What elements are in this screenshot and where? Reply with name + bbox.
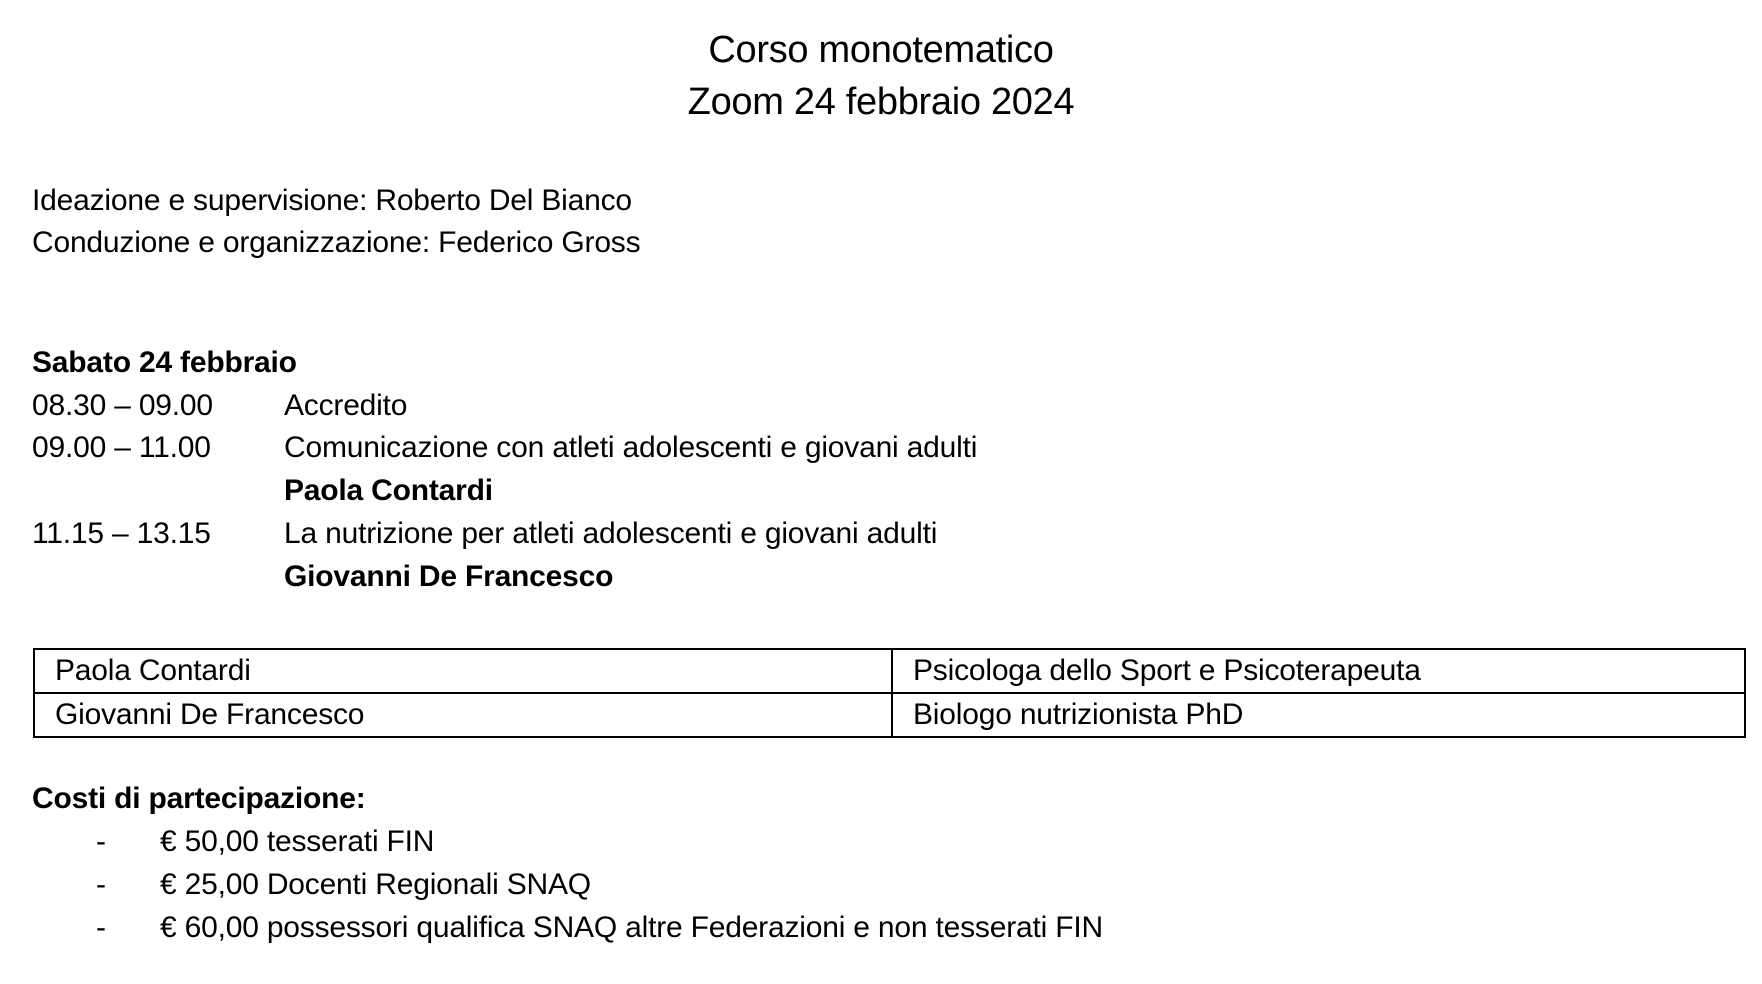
table-row: [34, 649, 1745, 693]
schedule-title-1: Accredito: [284, 389, 408, 422]
costs-heading: Costi di partecipazione:: [32, 782, 366, 815]
title-line-1: Corso monotematico: [708, 29, 1054, 71]
cost-item-2: € 25,00 Docenti Regionali SNAQ: [160, 868, 591, 901]
credits-ideation: Ideazione e supervisione: Roberto Del Bianco: [32, 184, 632, 217]
schedule-speaker-3: Giovanni De Francesco: [284, 560, 614, 593]
schedule-title-3: La nutrizione per atleti adolescenti e giovani adulti: [284, 517, 938, 550]
speaker-name-cell: Paola Contardi: [34, 649, 892, 693]
schedule-day: Sabato 24 febbraio: [32, 346, 297, 379]
table-row: [34, 693, 1745, 737]
cost-item-3: € 60,00 possessori qualifica SNAQ altre Federazioni e non tesserati FIN: [160, 911, 1103, 944]
schedule-time-3: 11.15 – 13.15: [32, 517, 211, 550]
speakers-table: [33, 648, 1746, 738]
speaker-role-cell: Biologo nutrizionista PhD: [892, 693, 1745, 737]
schedule-speaker-2: Paola Contardi: [284, 474, 493, 507]
schedule-time-1: 08.30 – 09.00: [32, 389, 213, 422]
speaker-name-cell: Giovanni De Francesco: [34, 693, 892, 737]
cost-bullet: -: [96, 868, 106, 901]
cost-bullet: -: [96, 825, 106, 858]
title-line-2: Zoom 24 febbraio 2024: [687, 81, 1075, 123]
schedule-title-2: Comunicazione con atleti adolescenti e giovani adulti: [284, 431, 978, 464]
credits-conduction: Conduzione e organizzazione: Federico Gross: [32, 226, 641, 259]
cost-bullet: -: [96, 911, 106, 944]
speaker-role-cell: Psicologa dello Sport e Psicoterapeuta: [892, 649, 1745, 693]
schedule-time-2: 09.00 – 11.00: [32, 431, 211, 464]
cost-item-1: € 50,00 tesserati FIN: [160, 825, 435, 858]
